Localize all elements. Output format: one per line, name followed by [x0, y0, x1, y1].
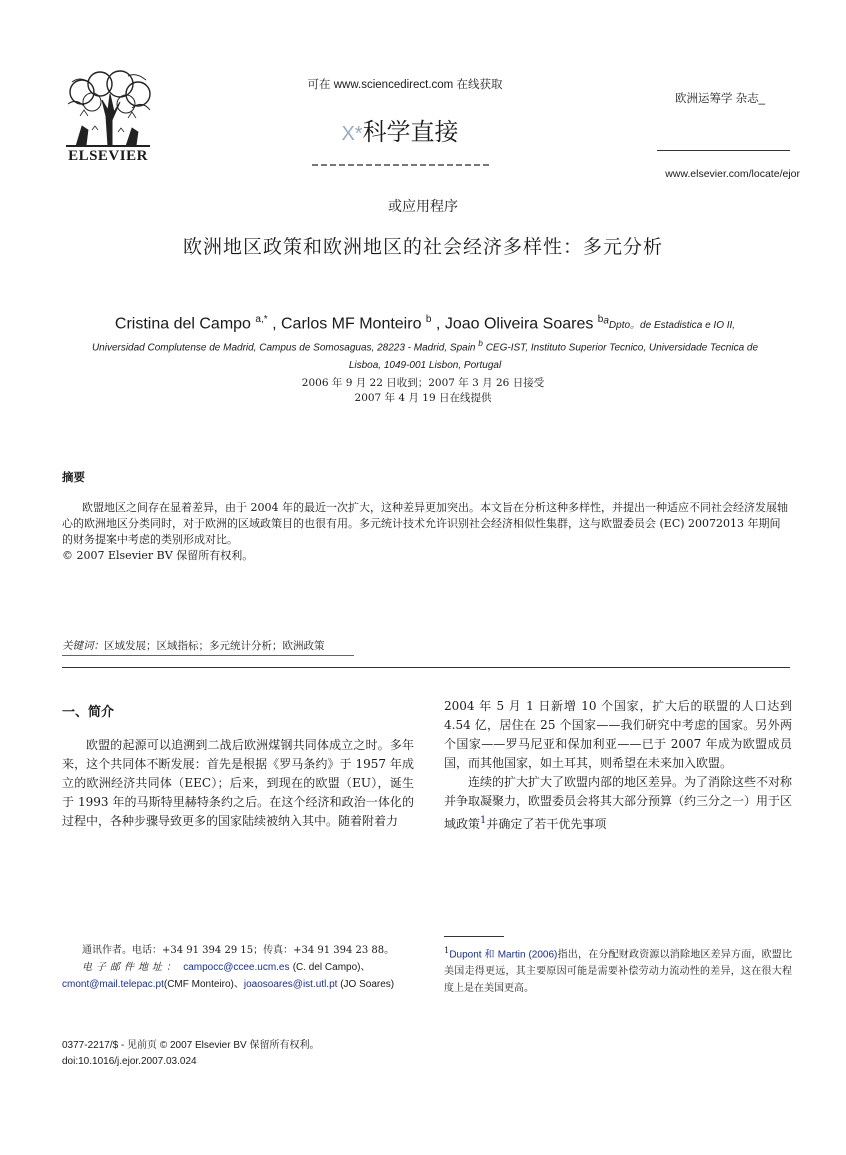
footnote-ref[interactable]: 1 — [480, 815, 487, 826]
affiliation-line: Universidad Complutense de Madrid, Campus de Somosaguas, 28223 - Madrid, Spain — [91, 342, 476, 354]
issn-line: 0377-2217/$ - 见前页 © 2007 Elsevier BV 保留所有权利。 — [62, 1040, 320, 1051]
body-paragraph: 2004 年 5 月 1 日新增 10 个国家，扩大后的联盟的人口达到 4.54 亿，居住在 25 个国家——我们研究中考虑的国家。另外两个国家——罗马尼亚和保加利亚——已于 2007 年成为欧盟成员国，而其他国家，如土耳其，则希望在未来加入欧盟。 — [444, 699, 792, 770]
footnote-citation[interactable]: Dupont 和 Martin (2006) — [449, 949, 558, 961]
publisher-wordmark: ELSEVIER — [68, 148, 148, 164]
intro-paragraph: 欧盟的起源可以追溯到二战后欧洲煤钢共同体成立之时。多年来，这个共同体不断发展：首先是根据《罗马条约》于 1957 年成立的欧洲经济共同体（EEC）；后来，到现在的欧盟（EU），诞生于 1993 年的马斯特里赫特条约之后。在这个经济和政治一体化的过程中，各种步骤导致更多的国家陆续被纳入其中。随着附着力 — [62, 738, 414, 828]
cropped-citation-line — [300, 159, 500, 167]
affiliation-sup: b — [478, 338, 483, 348]
email-link[interactable]: joaosoares@ist.utl.pt — [243, 979, 338, 990]
journal-url[interactable]: www.elsevier.com/locate/ejor — [665, 168, 800, 180]
corresponding-footnote — [62, 942, 414, 993]
keywords-text: 区域发展；区域指标；多元统计分析；欧洲政策 — [104, 640, 325, 652]
abstract-heading: 摘要 — [62, 470, 85, 484]
left-column — [62, 736, 414, 831]
footnote-number: 1 — [444, 945, 450, 955]
corresponding-author: 通讯作者。电话：+34 91 394 29 15；传真：+34 91 394 23 88。 — [82, 945, 395, 956]
email-link[interactable]: cmont@mail.telepac.pt — [62, 979, 164, 990]
affiliation-sup: a — [603, 316, 609, 327]
section-label: 或应用程序 — [388, 199, 458, 215]
affiliation-first: Dpto。de Estadistica e IO II, — [608, 320, 736, 332]
email-label: 电子邮件地址： — [82, 962, 180, 973]
sciencedirect-brand — [300, 112, 500, 147]
author-sup: b — [597, 314, 604, 325]
abstract-copyright: © 2007 Elsevier BV 保留所有权利。 — [62, 549, 254, 562]
affiliation-line: CEG-IST, Instituto Superior Tecnico, Universidade Tecnica de — [485, 342, 759, 354]
author-name: Cristina del Campo — [114, 315, 251, 333]
body-paragraph-text: 并确定了若干优先事项 — [486, 817, 607, 831]
sciencedirect-name: 科学直接 — [362, 119, 459, 146]
email-owner: (CMF Monteiro)、 — [163, 979, 244, 990]
author-list: Cristina del Campo $^{a,*}$ , Carlos MF Monteiro $^b$ , Joao Oliveira Soares $^{ba}$Dpto。de Estadistica e IO II, — [114, 314, 736, 333]
affiliation-line: Lisboa, 1049-001 Lisbon, Portugal — [348, 360, 502, 372]
abstract-text: 欧盟地区之间存在显着差异，由于 2004 年的最近一次扩大，这种差异更加突出。本文旨在分析这种多样性，并提出一种适应不同社会经济发展轴心的欧洲地区分类同时，对于欧洲的区域政策目的也很有用。多元统计技术允许识别社会经济相似性集群，这与欧盟委员会 (EC) 20072013 年期间的财务提案中考虑的类别形成对比。 — [62, 501, 788, 546]
body-paragraph — [444, 773, 792, 834]
keywords — [62, 638, 325, 653]
email-owner: (JO Soares) — [340, 979, 395, 990]
keywords-rule — [62, 655, 354, 656]
footnote-text: 指出，在分配财政资源以消除地区差异方面，欧盟比美国走得更远，其主要原因可能是需要补偿劳动力流动性的差异，这在很大程度上是在美国更高。 — [444, 949, 792, 995]
right-column — [444, 697, 792, 834]
journal-name: 欧洲运筹学 杂志_ — [674, 93, 766, 105]
sciencedirect-mark: X* — [341, 123, 363, 145]
footnote-rule — [444, 936, 504, 937]
author-sup: b — [425, 314, 432, 325]
body-paragraph-text: 连续的扩大扩大了欧盟内部的地区差异。为了消除这些不对称并争取凝聚力，欧盟委员会将其大部分预算（约三分之一）用于区域政策 — [444, 775, 793, 831]
doi-line[interactable]: doi:10.1016/j.ejor.2007.03.024 — [62, 1056, 197, 1067]
email-link[interactable]: campocc@ccee.ucm.es — [183, 962, 290, 973]
section-rule — [62, 667, 790, 668]
author-name: Carlos MF Monteiro — [280, 315, 422, 333]
affiliations — [60, 334, 790, 375]
issn-doi — [62, 1038, 319, 1070]
sciencedirect-availability: 可在 www.sciencedirect.com 在线获取 — [307, 79, 503, 91]
intro-heading: 一、简介 — [62, 705, 115, 720]
article-dates — [0, 376, 846, 406]
author-sup: a,* — [255, 314, 268, 325]
keywords-label: 关键词： — [62, 640, 104, 652]
received-accepted-date: 2006 年 9 月 22 日收到；2007 年 3 月 26 日接受 — [301, 377, 545, 389]
author-name: Joao Oliveira Soares — [444, 315, 594, 333]
online-date: 2007 年 4 月 19 日在线提供 — [354, 392, 492, 404]
email-owner: (C. del Campo)、 — [292, 962, 371, 973]
header-rule — [657, 150, 790, 151]
abstract-body — [62, 500, 790, 564]
footnote-1 — [444, 942, 792, 997]
article-title: 欧洲地区政策和欧洲地区的社会经济多样性：多元分析 — [182, 236, 663, 258]
